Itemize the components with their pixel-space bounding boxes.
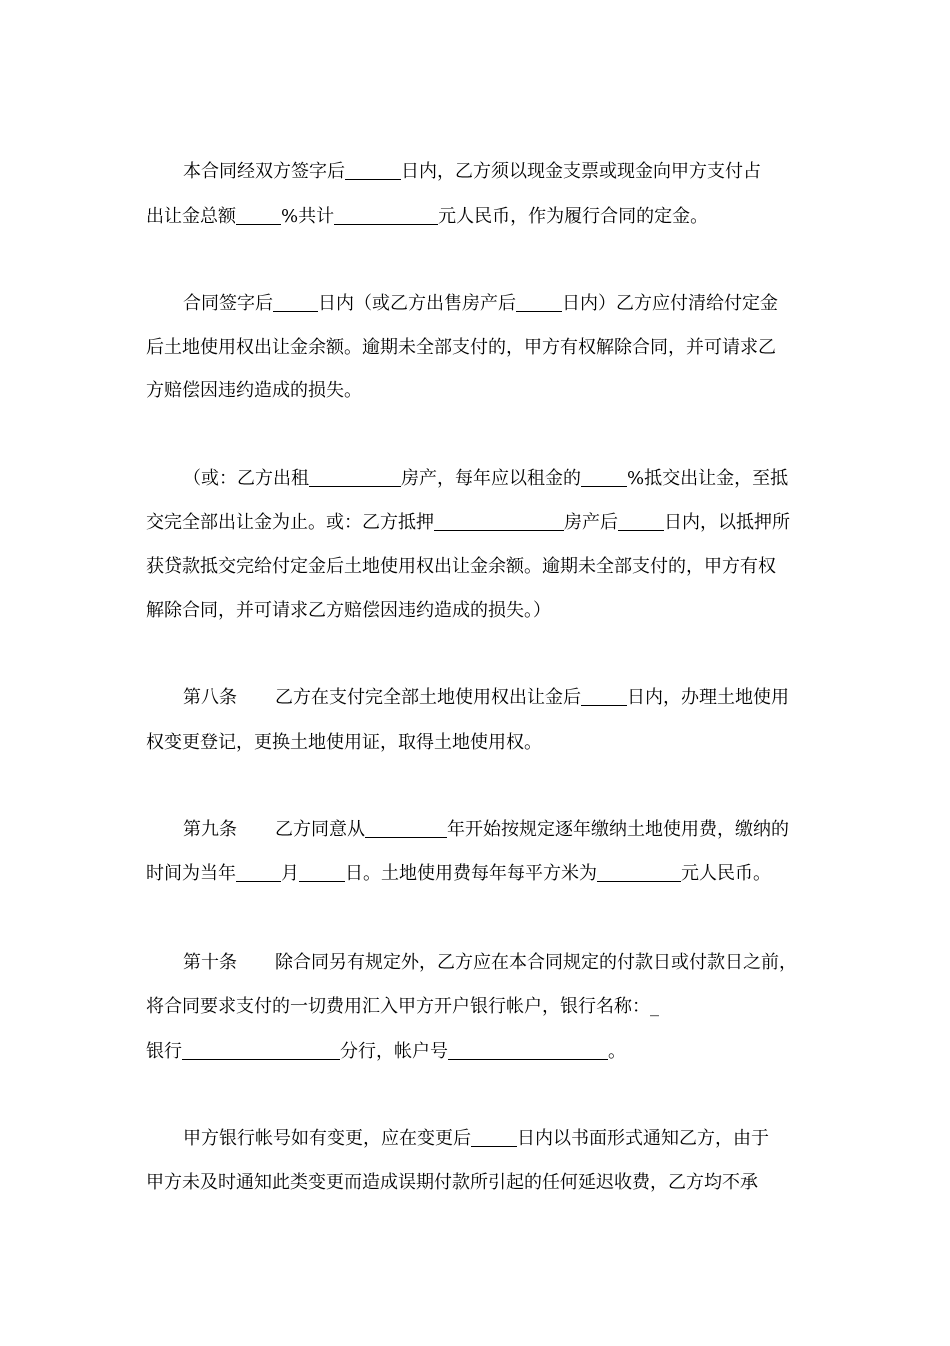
- p1-line-1: [183, 160, 761, 184]
- text: 交完全部出让金为止。或：乙方抵押: [146, 512, 434, 533]
- article-10-line-2: 将合同要求支付的一切费用汇入甲方开户银行帐户，银行名称：_: [146, 996, 659, 1017]
- text: 乙方同意从: [275, 819, 365, 840]
- text: 本合同经双方签字后: [183, 161, 345, 182]
- text: 出让金总额: [146, 206, 236, 227]
- text: 年开始按规定逐年缴纳土地使用费，缴纳的: [447, 819, 789, 840]
- text: 元人民币。: [681, 863, 771, 884]
- p2-line-3: 方赔偿因违约造成的损失。: [146, 380, 362, 401]
- text: 月: [281, 863, 299, 884]
- text: 日。土地使用费每年每平方米为: [345, 863, 597, 884]
- blank-field: [345, 161, 401, 180]
- text: 时间为当年: [146, 863, 236, 884]
- blank-field: [471, 1128, 517, 1147]
- text: （或：乙方出租: [183, 468, 309, 489]
- p3-line-4: 解除合同，并可请求乙方赔偿因违约造成的损失。）: [146, 600, 551, 621]
- text: 房产，每年应以租金的: [401, 468, 581, 489]
- article-8-line-1: [183, 686, 789, 710]
- blank-field: [581, 468, 627, 487]
- blank-field: [434, 512, 564, 531]
- text: 合同签字后: [183, 293, 273, 314]
- blank-field: [299, 863, 345, 882]
- text: %抵交出让金，至抵: [627, 468, 789, 489]
- article-10-line-3: [146, 1040, 626, 1064]
- text: 除合同另有规定外，乙方应在本合同规定的付款日或付款日之前，: [275, 952, 797, 973]
- text: 乙方在支付完全部土地使用权出让金后: [275, 687, 581, 708]
- blank-field: [618, 512, 664, 531]
- text: 日内，乙方须以现金支票或现金向甲方支付占: [401, 161, 761, 182]
- text: %共计: [281, 206, 335, 227]
- text: 。: [608, 1041, 626, 1062]
- p3-line-1: [183, 467, 788, 491]
- p7-line-1: [183, 1127, 769, 1151]
- text: 日内以书面形式通知乙方，由于: [517, 1128, 769, 1149]
- text: 日内（或乙方出售房产后: [318, 293, 516, 314]
- blank-field: [273, 293, 318, 312]
- blank-field: [182, 1041, 340, 1060]
- text: 日内）乙方应付清给付定金: [562, 293, 778, 314]
- blank-field: [309, 468, 401, 487]
- text: 日内，办理土地使用: [627, 687, 789, 708]
- p1-line-2: [146, 205, 708, 229]
- article-8-line-2: 权变更登记，更换土地使用证，取得土地使用权。: [146, 732, 542, 753]
- blank-field: [365, 819, 447, 838]
- article-9-line-1: [183, 818, 789, 842]
- p7-line-2: 甲方未及时通知此类变更而造成误期付款所引起的任何延迟收费，乙方均不承: [146, 1172, 758, 1193]
- p3-line-2: [146, 511, 790, 535]
- blank-field: [597, 863, 681, 882]
- text: 分行，帐户号: [340, 1041, 448, 1062]
- article-label: 第九条: [183, 819, 237, 840]
- text: 银行: [146, 1041, 182, 1062]
- text: 日内，以抵押所: [664, 512, 790, 533]
- p2-line-2: 后土地使用权出让金余额。逾期未全部支付的，甲方有权解除合同，并可请求乙: [146, 337, 776, 358]
- blank-field: [581, 687, 627, 706]
- blank-field: [448, 1041, 608, 1060]
- blank-field: [334, 206, 438, 225]
- article-9-line-2: [146, 862, 771, 886]
- blank-field: [516, 293, 562, 312]
- article-label: 第八条: [183, 687, 237, 708]
- article-10-line-1: [183, 951, 797, 975]
- text: 元人民币，作为履行合同的定金。: [438, 206, 709, 227]
- text: 房产后: [564, 512, 618, 533]
- p3-line-3: 获贷款抵交完给付定金后土地使用权出让金余额。逾期未全部支付的，甲方有权: [146, 556, 776, 577]
- article-label: 第十条: [183, 952, 237, 973]
- blank-field: [236, 206, 281, 225]
- blank-field: [236, 863, 281, 882]
- p2-line-1: [183, 292, 778, 316]
- text: 甲方银行帐号如有变更，应在变更后: [183, 1128, 471, 1149]
